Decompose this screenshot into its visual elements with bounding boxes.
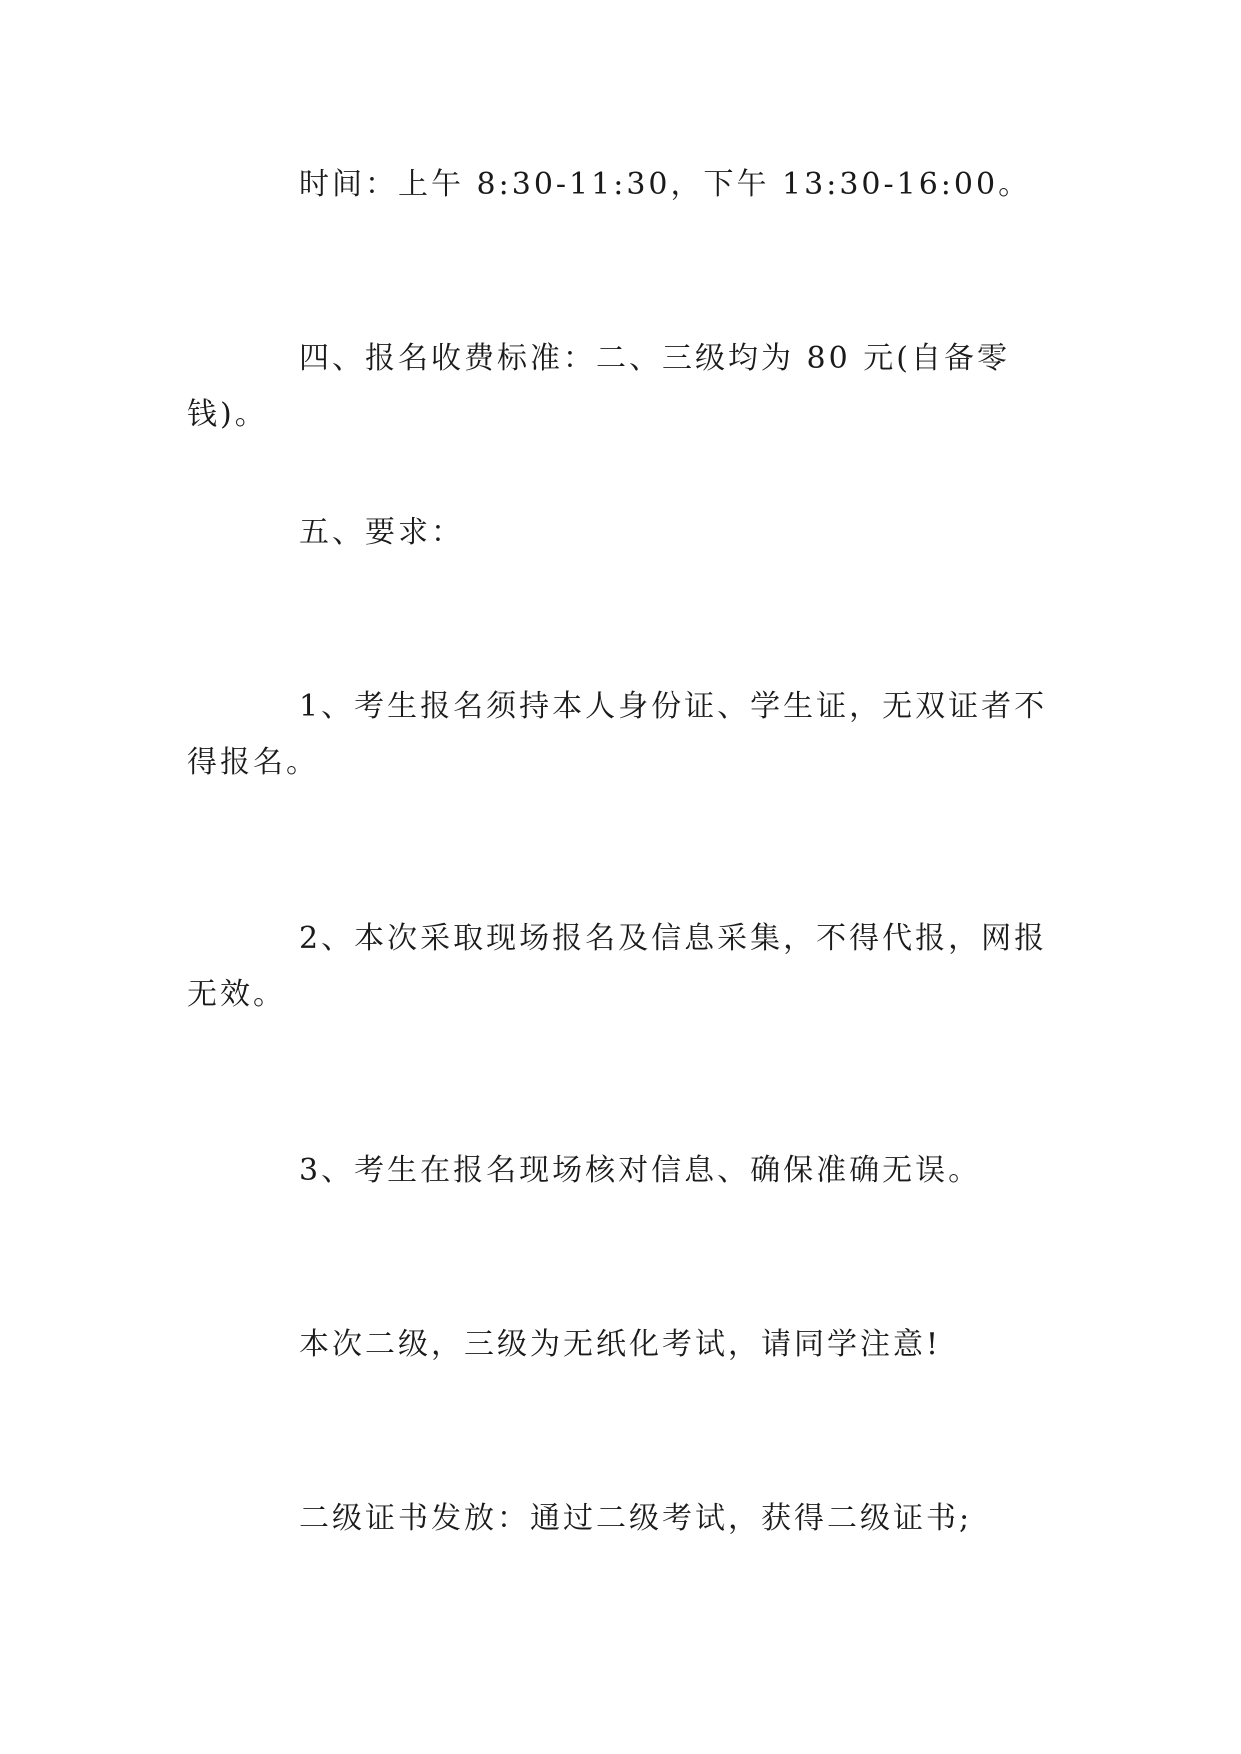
requirement-item-1: 1、考生报名须持本人身份证、学生证，无双证者不得报名。	[187, 689, 1048, 780]
certificate-issuance-paragraph: 二级证书发放：通过二级考试，获得二级证书;	[299, 1501, 973, 1536]
schedule-time-paragraph: 时间：上午 8:30-11:30，下午 13:30-16:00。	[299, 167, 1032, 202]
requirement-item-2: 2、本次采取现场报名及信息采集，不得代报，网报无效。	[187, 921, 1048, 1012]
requirements-heading: 五、要求：	[299, 515, 464, 550]
paperless-exam-notice: 本次二级，三级为无纸化考试，请同学注意!	[299, 1327, 942, 1362]
requirement-item-3: 3、考生在报名现场核对信息、确保准确无误。	[299, 1153, 982, 1188]
fee-standard-paragraph: 四、报名收费标准：二、三级均为 80 元(自备零钱)。	[187, 341, 1010, 432]
